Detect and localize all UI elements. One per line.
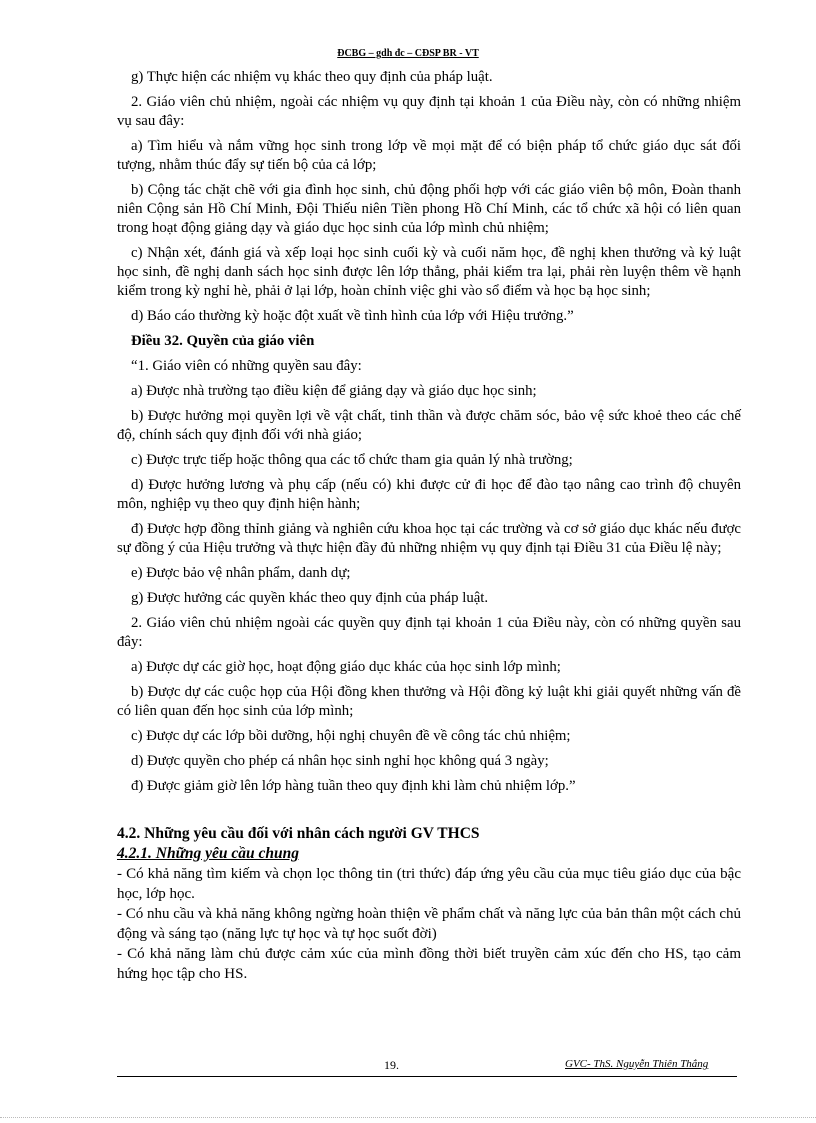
section-4-2 bbox=[117, 824, 741, 984]
paragraph: a) Tìm hiểu và nắm vững học sinh trong lớp về mọi mặt để có biện pháp tổ chức giáo dục sát đối tượng, nhằm thúc đẩy sự tiến bộ của cả lớp; bbox=[117, 138, 741, 173]
paragraph: g) Thực hiện các nhiệm vụ khác theo quy định của pháp luật. bbox=[131, 69, 493, 85]
page-number: 19. bbox=[384, 1058, 399, 1072]
article-title: Điều 32. Quyền của giáo viên bbox=[131, 333, 315, 349]
paragraph: c) Nhận xét, đánh giá và xếp loại học sinh cuối kỳ và cuối năm học, đề nghị khen thưởng và kỷ luật học sinh, đề nghị danh sách học sinh được lên lớp thẳng, phải kiểm tra lại, phải rèn luyện thêm về hạnh kiểm trong kỳ nghỉ hè, phải ở lại lớp, hoàn chỉnh việc ghi vào sổ điểm và học bạ học sinh; bbox=[117, 245, 741, 299]
paragraph: d) Được hưởng lương và phụ cấp (nếu có) khi được cử đi học để đào tạo nâng cao trình độ chuyên môn, nghiệp vụ theo quy định hiện hành; bbox=[117, 477, 741, 512]
paragraph: g) Được hưởng các quyền khác theo quy định của pháp luật. bbox=[131, 590, 489, 606]
footer-divider bbox=[117, 1076, 737, 1077]
paragraph: d) Được quyền cho phép cá nhân học sinh nghỉ học không quá 3 ngày; bbox=[131, 753, 549, 769]
paragraph: a) Được nhà trường tạo điều kiện để giảng dạy và giáo dục học sinh; bbox=[131, 383, 537, 399]
paragraph: 2. Giáo viên chủ nhiệm, ngoài các nhiệm vụ quy định tại khoản 1 của Điều này, còn có những nhiệm vụ sau đây: bbox=[117, 94, 741, 129]
footer-author: GVC- ThS. Nguyễn Thiên Thắng bbox=[565, 1058, 709, 1070]
paragraph: d) Báo cáo thường kỳ hoặc đột xuất về tình hình của lớp với Hiệu trưởng.” bbox=[131, 308, 574, 324]
list-item: - Có khả năng làm chủ được cảm xúc của mình đồng thời biết truyền cảm xúc đến cho HS, tạo cảm hứng học tập cho HS. bbox=[117, 946, 741, 982]
paragraph: e) Được bảo vệ nhân phẩm, danh dự; bbox=[131, 565, 351, 581]
section-title: 4.2. Những yêu cầu đối với nhân cách người GV THCS bbox=[117, 825, 480, 842]
paragraph: b) Được dự các cuộc họp của Hội đồng khen thưởng và Hội đồng kỷ luật khi giải quyết những vấn đề có liên quan đến học sinh của lớp mình; bbox=[117, 684, 741, 719]
paragraph: 2. Giáo viên chủ nhiệm ngoài các quyền quy định tại khoản 1 của Điều này, còn có những quyền sau đây: bbox=[117, 615, 741, 650]
list-item: - Có khả năng tìm kiếm và chọn lọc thông tin (tri thức) đáp ứng yêu cầu của mục tiêu giáo dục của bậc học, lớp học. bbox=[117, 866, 741, 902]
document-body bbox=[117, 68, 741, 984]
section-subtitle: 4.2.1. Những yêu cầu chung bbox=[117, 845, 299, 862]
paragraph: “1. Giáo viên có những quyền sau đây: bbox=[131, 358, 362, 374]
paragraph: c) Được dự các lớp bồi dưỡng, hội nghị chuyên đề về công tác chủ nhiệm; bbox=[131, 728, 571, 744]
paragraph: đ) Được giảm giờ lên lớp hàng tuần theo quy định khi làm chủ nhiệm lớp.” bbox=[131, 778, 576, 794]
list-item: - Có nhu cầu và khả năng không ngừng hoàn thiện về phẩm chất và năng lực của bản thân một cách chủ động và sáng tạo (năng lực tự học và tự học suốt đời) bbox=[117, 906, 741, 942]
paragraph: a) Được dự các giờ học, hoạt động giáo dục khác của học sinh lớp mình; bbox=[131, 659, 561, 675]
paragraph: b) Được hưởng mọi quyền lợi về vật chất, tinh thần và được chăm sóc, bảo vệ sức khoẻ theo các chế độ, chính sách quy định đối với nhà giáo; bbox=[117, 408, 741, 443]
paragraph: đ) Được hợp đồng thỉnh giảng và nghiên cứu khoa học tại các trường và cơ sở giáo dục khác nếu được sự đồng ý của Hiệu trưởng và thực hiện đầy đủ những nhiệm vụ quy định tại Điều 31 của Điều lệ này; bbox=[117, 521, 741, 556]
paragraph: b) Cộng tác chặt chẽ với gia đình học sinh, chủ động phối hợp với các giáo viên bộ môn, Đoàn thanh niên Cộng sản Hồ Chí Minh, Đội Thiếu niên Tiền phong Hồ Chí Minh, các tổ chức xã hội có liên quan trong hoạt động giảng dạy và giáo dục học sinh của lớp mình chủ nhiệm; bbox=[117, 182, 741, 236]
page-edge-divider bbox=[0, 1117, 816, 1118]
paragraph: c) Được trực tiếp hoặc thông qua các tổ chức tham gia quản lý nhà trường; bbox=[131, 452, 573, 468]
page-header: ĐCBG – gdh đc – CĐSP BR - VT bbox=[337, 48, 479, 59]
